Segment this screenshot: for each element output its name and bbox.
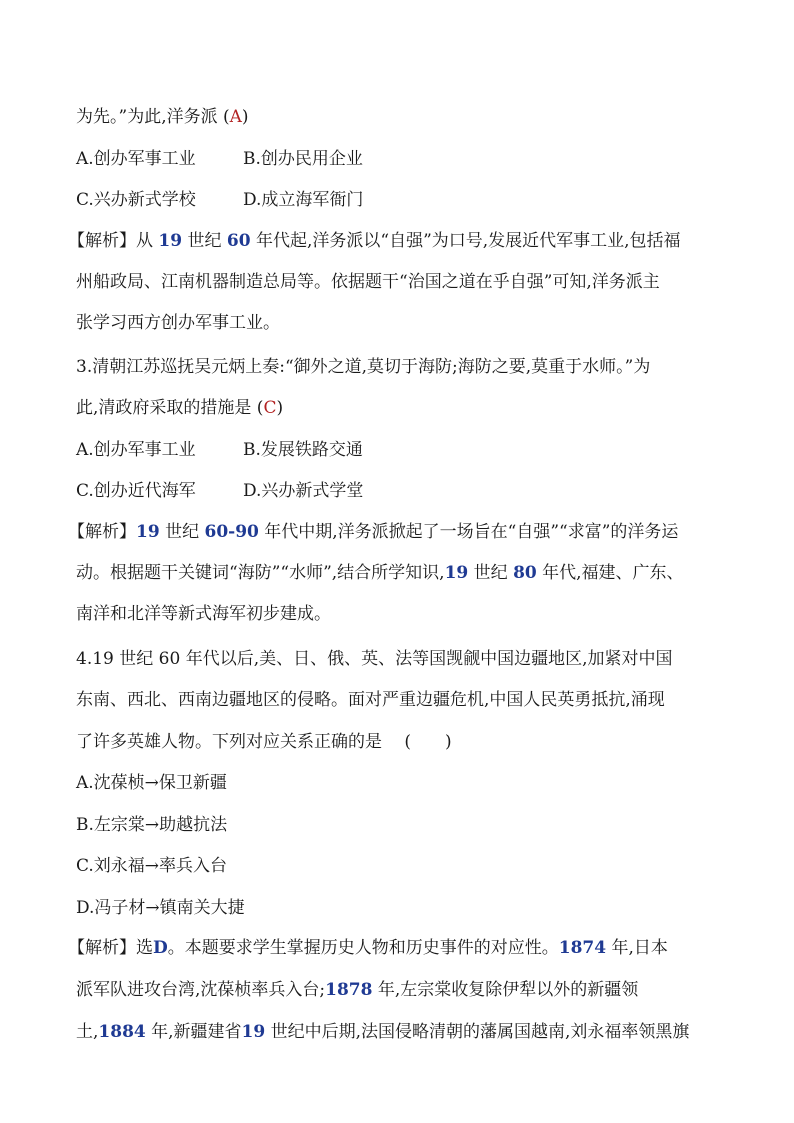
q2-option-b[interactable]: B.创办民用企业	[243, 149, 363, 169]
q2-option-d[interactable]: D.成立海军衙门	[243, 190, 364, 210]
q4-option-d[interactable]: D.冯子材→镇南关大捷	[76, 898, 245, 918]
q3-explanation-line-2: 动。根据题干关键词“海防”“水师”,结合所学知识,19 世纪 80 年代,福建、广东、	[76, 563, 684, 583]
q4-stem-line-1: 4.19 世纪 60 年代以后,美、日、俄、英、法等国觊觎中国边疆地区,加紧对中国	[76, 649, 673, 669]
q3-explanation-line-3: 南洋和北洋等新式海军初步建成。	[76, 604, 331, 624]
q4-option-c[interactable]: C.刘永福→率兵入台	[76, 856, 228, 876]
q3-option-a[interactable]: A.创办军事工业	[76, 440, 196, 460]
q3-option-b[interactable]: B.发展铁路交通	[243, 440, 363, 460]
q2-answer: A	[229, 107, 242, 127]
q2-explanation-line-1: 【解析】从 19 世纪 60 年代起,洋务派以“自强”为口号,发展近代军事工业,包括福	[68, 231, 681, 251]
q2-option-a[interactable]: A.创办军事工业	[76, 149, 196, 169]
q2-stem-tail: 为先。”为此,洋务派 (A)	[76, 107, 249, 127]
q2-explanation-line-2: 州船政局、江南机器制造总局等。依据题干“治国之道在乎自强”可知,洋务派主	[76, 272, 660, 292]
q3-stem-line-1: 3.清朝江苏巡抚吴元炳上奏:“御外之道,莫切于海防;海防之要,莫重于水师。”为	[76, 357, 651, 377]
q4-explanation-line-2: 派军队进攻台湾,沈葆桢率兵入台;1878 年,左宗棠收复除伊犁以外的新疆领	[76, 980, 639, 1000]
q3-answer: C	[263, 398, 277, 418]
q3-stem-line-2: 此,清政府采取的措施是 (C)	[76, 398, 284, 418]
q4-option-b[interactable]: B.左宗棠→助越抗法	[76, 815, 228, 835]
q4-stem-line-3: 了许多英雄人物。下列对应关系正确的是 ( )	[76, 732, 452, 752]
q4-answer: D	[153, 938, 168, 958]
q3-option-d[interactable]: D.兴办新式学堂	[243, 481, 364, 501]
q4-option-a[interactable]: A.沈葆桢→保卫新疆	[76, 773, 227, 793]
q4-explanation-line-3: 土,1884 年,新疆建省19 世纪中后期,法国侵略清朝的藩属国越南,刘永福率领黑旗	[76, 1022, 690, 1042]
q4-explanation-line-1: 【解析】选D。本题要求学生掌握历史人物和历史事件的对应性。1874 年,日本	[68, 938, 668, 958]
q3-option-c[interactable]: C.创办近代海军	[76, 481, 196, 501]
q2-option-c[interactable]: C.兴办新式学校	[76, 190, 196, 210]
q4-stem-line-2: 东南、西北、西南边疆地区的侵略。面对严重边疆危机,中国人民英勇抵抗,涌现	[76, 690, 665, 710]
q3-explanation-line-1: 【解析】19 世纪 60-90 年代中期,洋务派掀起了一场旨在“自强”“求富”的洋务运	[68, 522, 679, 542]
q2-explanation-line-3: 张学习西方创办军事工业。	[76, 313, 280, 333]
